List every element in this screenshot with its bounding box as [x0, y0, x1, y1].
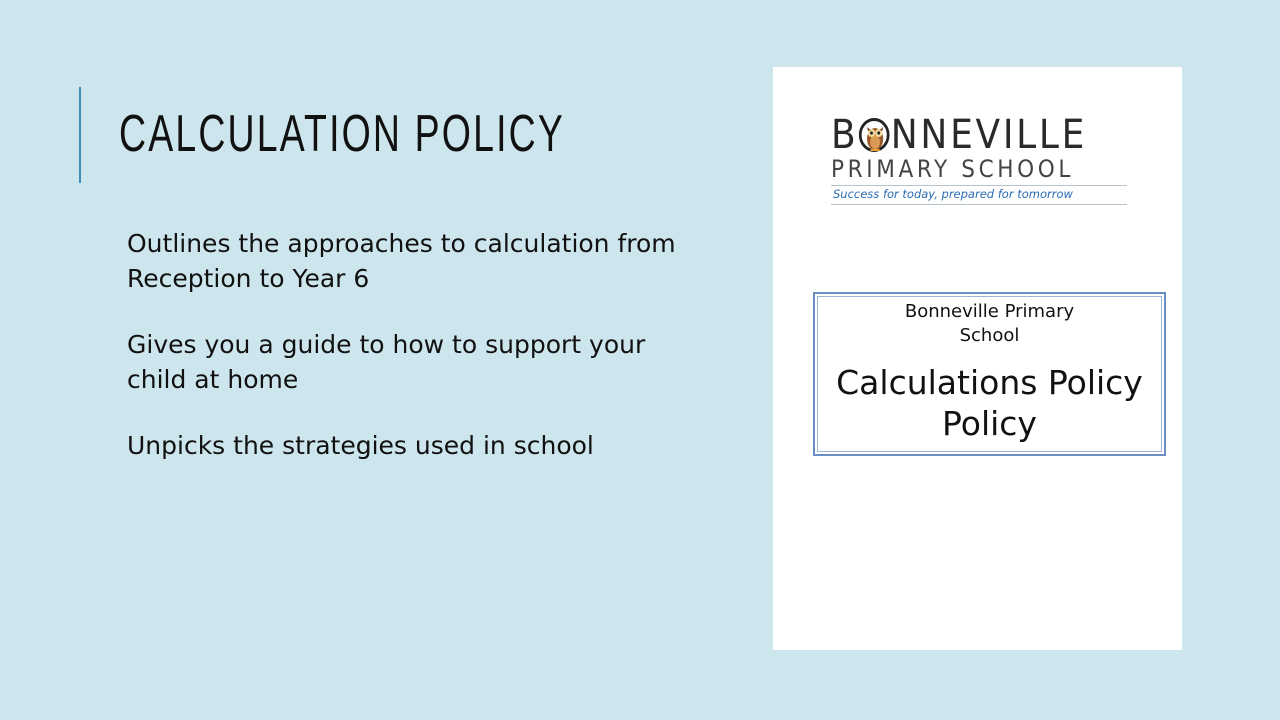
logo-subtitle: PRIMARY SCHOOL: [831, 155, 1074, 183]
logo-wordmark: [831, 113, 1101, 157]
bullet-item: Unpicks the strategies used in school: [127, 431, 594, 460]
cover-title-box: [813, 292, 1166, 456]
cover-title-inner: [817, 296, 1162, 452]
cover-school-line: Bonneville Primary: [904, 301, 1075, 322]
cover-title-line: Calculations Policy: [836, 363, 1143, 402]
title-accent-bar: [79, 87, 81, 183]
cover-school-name: [818, 297, 1161, 348]
owl-icon: [859, 118, 890, 152]
logo-divider: [831, 204, 1127, 205]
cover-school-line: School: [959, 325, 1020, 346]
policy-document-image: [773, 67, 1182, 650]
cover-title-line: Policy: [942, 404, 1037, 443]
bullet-item: Gives you a guide to how to support your child at home: [127, 330, 646, 394]
logo-letter-b: B: [831, 112, 859, 158]
logo-name-rest: NNEVILLE: [890, 112, 1088, 158]
slide-title: CALCULATION POLICY: [119, 105, 565, 163]
logo-tagline: Success for today, prepared for tomorrow: [833, 187, 1073, 201]
cover-policy-title: [818, 362, 1161, 444]
bullet-list: [127, 226, 707, 494]
school-logo: [831, 113, 1131, 205]
bullet-item: Outlines the approaches to calculation from Reception to Year 6: [127, 229, 676, 293]
